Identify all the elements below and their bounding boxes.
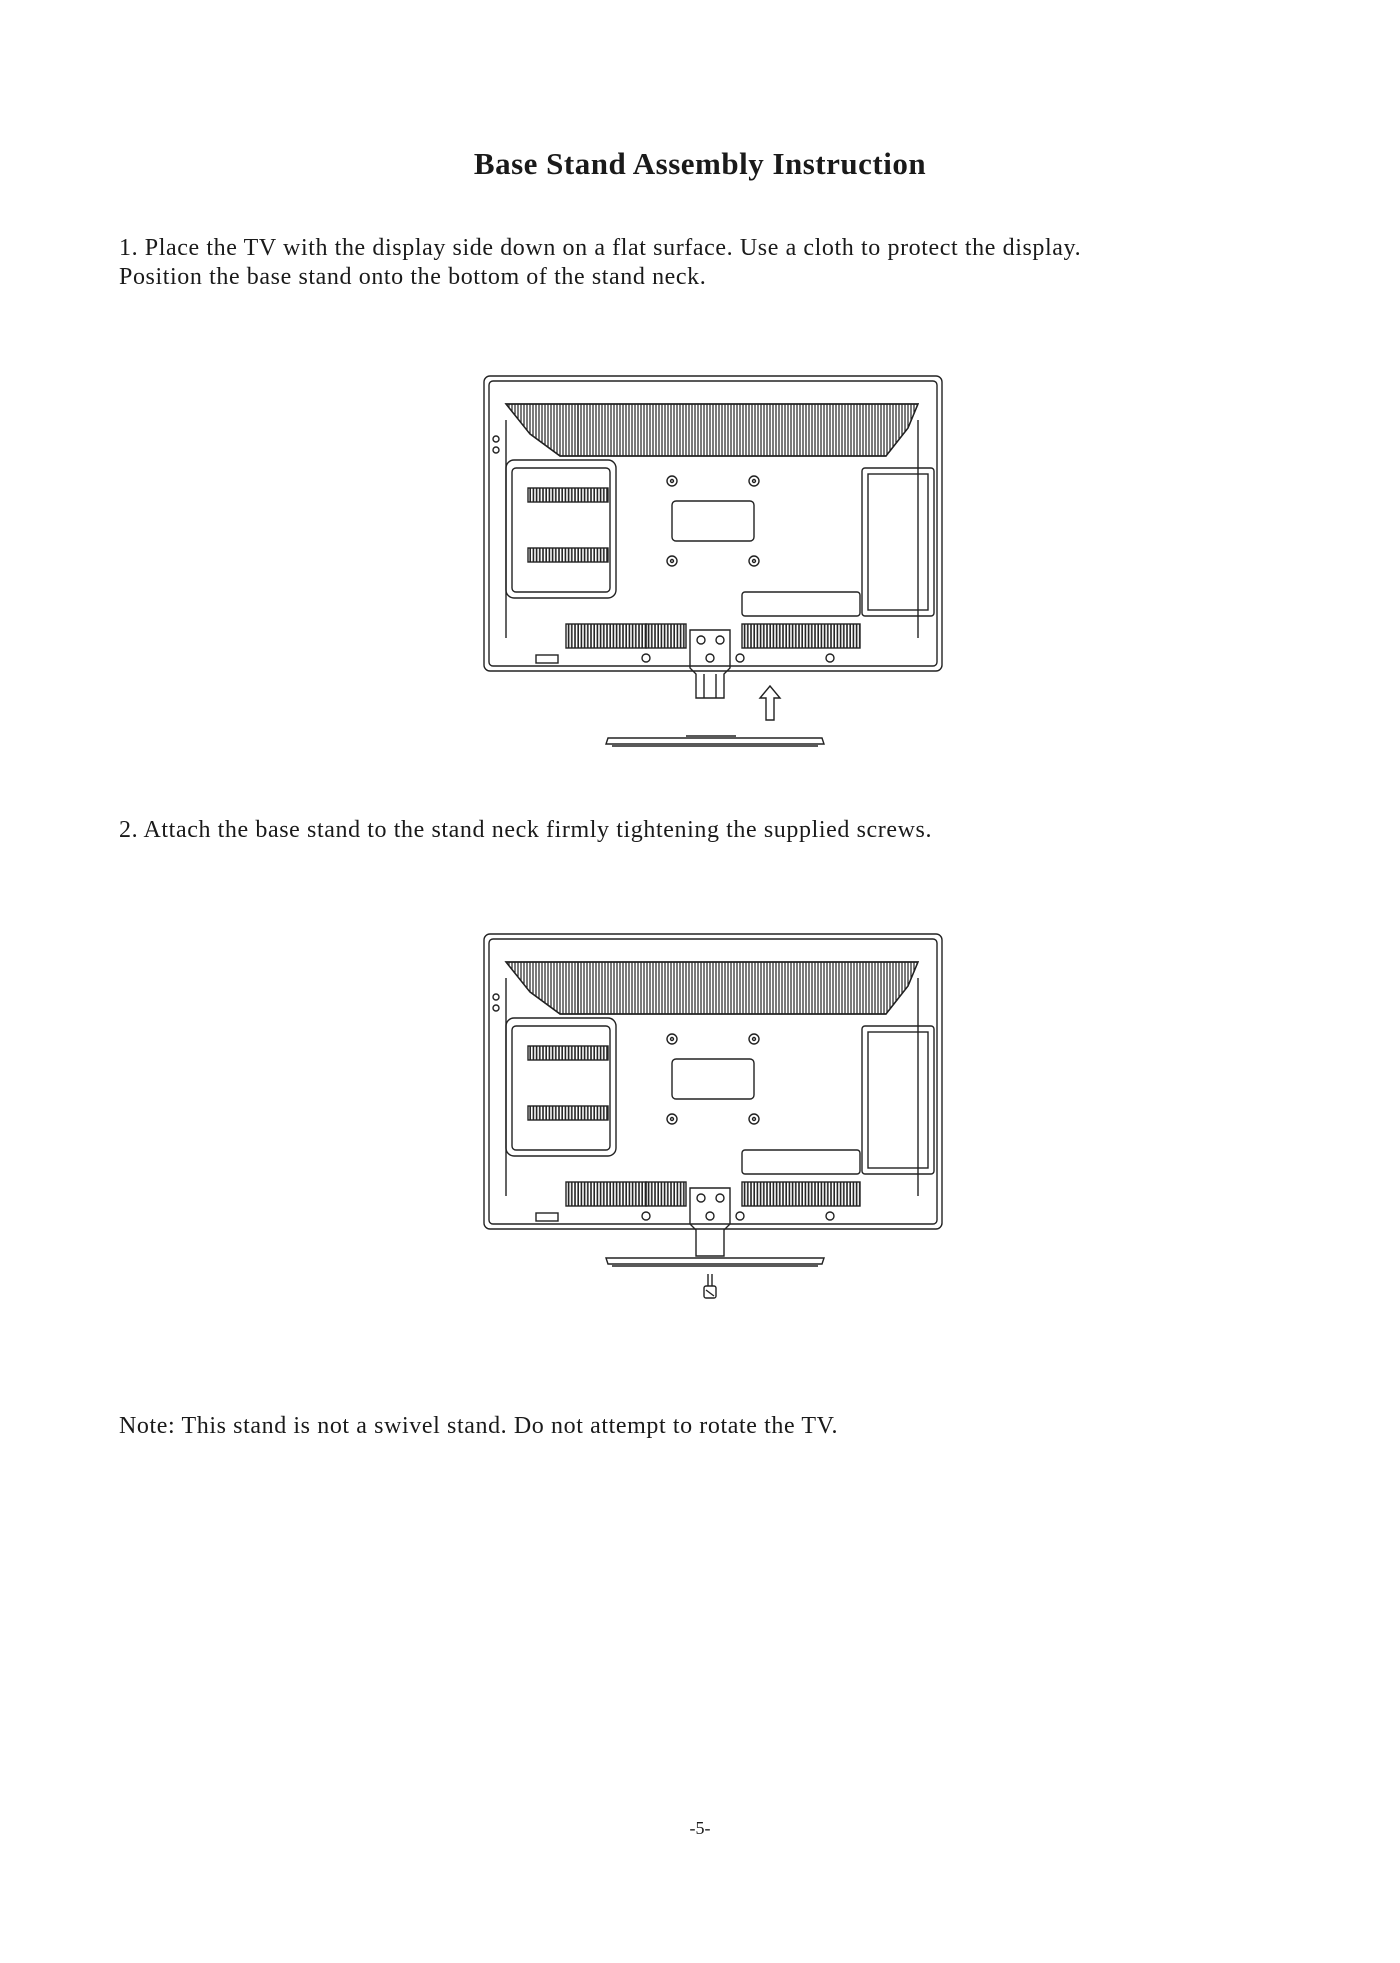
page-title: Base Stand Assembly Instruction: [473, 146, 927, 181]
note-text: Note: This stand is not a swivel stand. Do not attempt to rotate the TV.: [119, 1413, 839, 1439]
page-number: -5-: [689, 1818, 711, 1838]
tv-rear-view-icon: [478, 368, 948, 753]
step-2-text: 2. Attach the base stand to the stand neck firmly tightening the supplied screws.: [119, 817, 933, 843]
step-1-line-1: 1. Place the TV with the display side down on a flat surface. Use a cloth to protect the display.: [119, 235, 1082, 261]
figure-2-tv-rear-with-stand: [478, 926, 948, 1306]
figure-1-tv-rear-with-base: [478, 368, 948, 753]
step-1-line-2: Position the base stand onto the bottom of the stand neck.: [119, 264, 707, 290]
step-1-text: [119, 234, 1319, 292]
tv-rear-view-attached-icon: [478, 926, 948, 1306]
